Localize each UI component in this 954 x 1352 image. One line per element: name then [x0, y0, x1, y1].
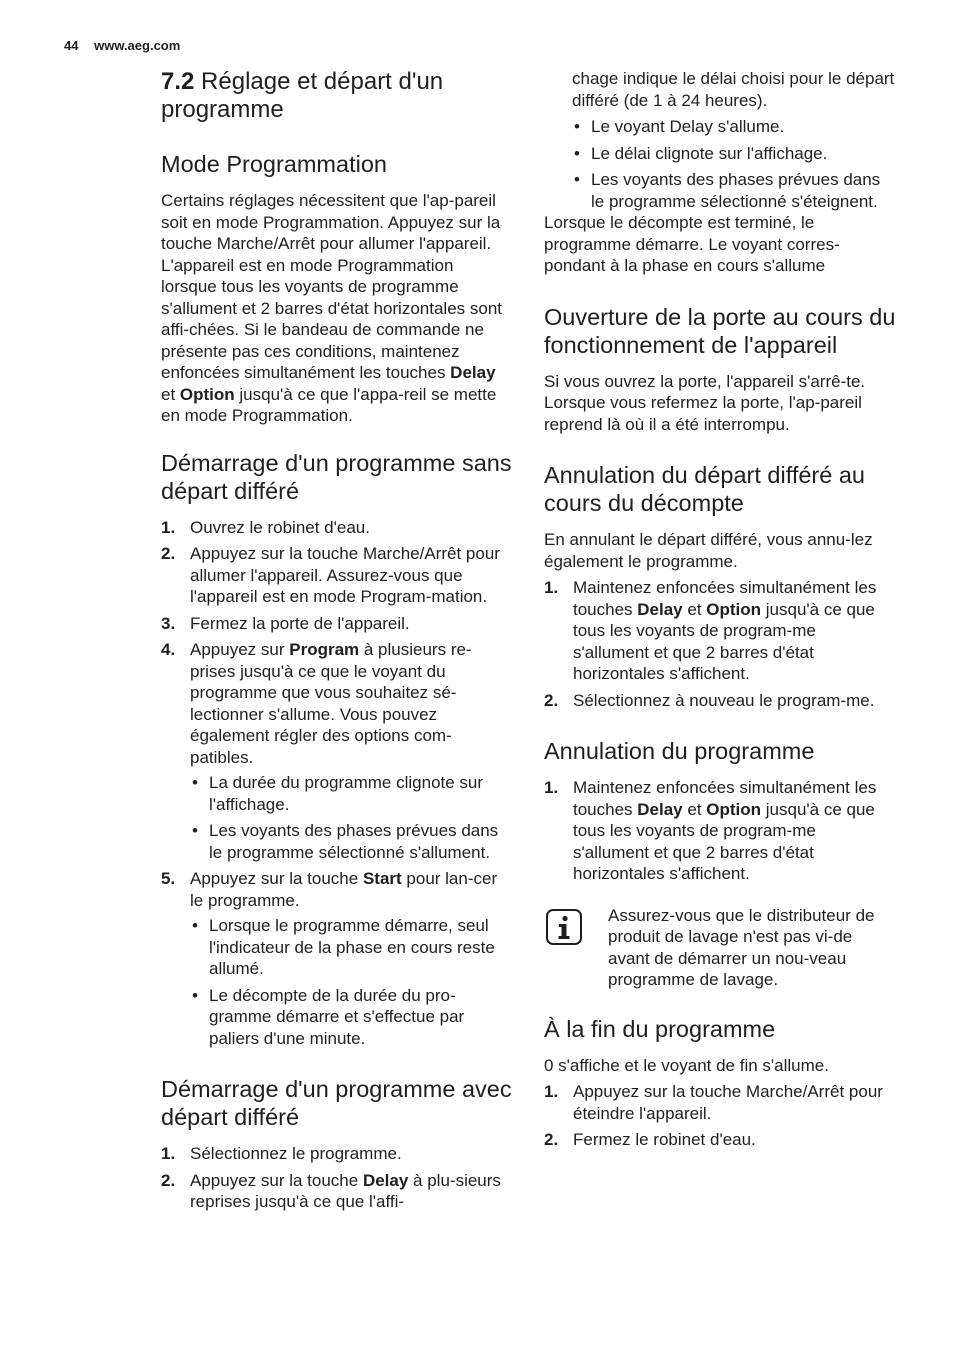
list-item: [161, 639, 513, 863]
step-text: Maintenez enfoncées simultanément les touches: [573, 778, 877, 819]
delay-key: Delay: [450, 363, 496, 382]
info-icon: [546, 909, 582, 945]
bullet-list: [190, 915, 513, 1049]
step-number: 1.: [161, 517, 176, 537]
with-delay-steps: [161, 1143, 513, 1213]
step-number: 1.: [161, 1144, 176, 1163]
step-text: à plusieurs re-prises jusqu'à ce que le voyant du programme que vous souhaitez sé-lectionner s'allume. Vous pouvez également régler des options com-patibles.: [190, 640, 472, 767]
step-text: Appuyez sur: [190, 640, 290, 659]
step-text: Fermez le robinet d'eau.: [573, 1130, 756, 1149]
note-text: Assurez-vous que le distributeur de produit de lavage n'est pas vi-de avant de démarrer un nou-veau programme de lavage.: [608, 905, 875, 989]
list-item: [161, 1143, 513, 1165]
list-item: [544, 1081, 896, 1124]
bullet-text: Les voyants des phases prévues dans le programme sélectionné s'éteignent.: [591, 170, 881, 211]
cancel-delay-title: Annulation du départ différé au cours du décompte: [544, 462, 865, 516]
cancel-program-title: Annulation du programme: [544, 738, 815, 764]
bullet-text: Le voyant Delay s'allume.: [591, 117, 785, 136]
step-text: Appuyez sur la touche Marche/Arrêt pour éteindre l'appareil.: [573, 1082, 883, 1123]
continued-text: chage indique le délai choisi pour le départ différé (de 1 à 24 heures).: [572, 69, 895, 110]
mode-text-a: Certains réglages nécessitent que l'ap-pareil soit en mode Programmation. Appuyez sur la touche Marche/Arrêt pour allumer l'appareil. L'appareil est en mode Programmation lorsque tous les voyants de programme s'allument et 2 barres d'état horizontales sont affi-chées. Si le bandeau de commande ne présente pas ces conditions, maintenez enfoncées simultanément les touches: [161, 191, 503, 382]
list-item: [544, 690, 896, 712]
bullet-text: La durée du programme clignote sur l'affichage.: [209, 773, 484, 814]
step-number: 1.: [544, 1082, 559, 1101]
start-key: Start: [362, 869, 402, 888]
step-number: 3.: [161, 613, 176, 633]
left-column: [161, 68, 513, 1233]
site-url: www.aeg.com: [94, 38, 181, 53]
mode-text-b: jusqu'à ce que l'appa-reil se mette en mode Programmation.: [161, 384, 497, 425]
end-steps: [544, 1081, 896, 1151]
list-item: [544, 577, 896, 685]
step-text: à plu-sieurs reprises jusqu'à ce que l'affi-: [190, 1170, 501, 1211]
cancel-delay-steps: [544, 577, 896, 711]
bullet-text: Le délai clignote sur l'affichage.: [591, 143, 828, 163]
step-text: jusqu'à ce que tous les voyants de program-me s'allument et que 2 barres d'état horizontales s'affichent.: [573, 599, 875, 683]
no-delay-title: Démarrage d'un programme sans départ différé: [161, 449, 512, 504]
page-header: [64, 38, 180, 53]
bullet-item: • Lorsque le programme démarre, seul l'indicateur de la phase en cours reste allumé.: [192, 916, 495, 978]
step-number: 2.: [161, 1170, 176, 1190]
section-number: 7.2: [161, 68, 195, 95]
list-item: [161, 543, 513, 608]
step-number: 2.: [161, 544, 176, 563]
bullet-item: • Le délai clignote sur l'affichage.: [574, 143, 828, 163]
step-number: 1.: [544, 778, 559, 797]
and-text: et: [682, 799, 707, 819]
step-text: Maintenez enfoncées simultanément les touches: [573, 578, 877, 619]
bullet-text: Le décompte de la durée du pro-gramme démarre et s'effectue par paliers d'une minute.: [209, 985, 465, 1048]
list-item: [544, 1129, 896, 1151]
cancel-delay-intro: En annulant le départ différé, vous annu-lez également le programme.: [544, 530, 873, 571]
option-key: Option: [179, 384, 235, 404]
and-text: et: [682, 599, 707, 619]
end-title: À la fin du programme: [544, 1015, 776, 1042]
option-key: Option: [706, 799, 762, 819]
continued-bullets: [572, 116, 896, 212]
step-text: Sélectionnez le programme.: [190, 1144, 402, 1163]
step-text: Fermez la porte de l'appareil.: [190, 613, 410, 633]
countdown-text: Lorsque le décompte est terminé, le programme démarre. Le voyant corres-pondant à la phase en cours s'allume: [544, 213, 840, 275]
list-item: [161, 868, 513, 1049]
delay-key: Delay: [637, 599, 683, 619]
bullet-text: Les voyants des phases prévues dans le programme sélectionné s'allument.: [209, 821, 499, 862]
step-number: 2.: [544, 1130, 559, 1149]
no-delay-steps: [161, 517, 513, 1050]
section-heading: [161, 68, 513, 124]
step-text: Appuyez sur la touche: [190, 869, 363, 888]
step-number: 2.: [544, 690, 559, 710]
bullet-text: Lorsque le programme démarre, seul l'indicateur de la phase en cours reste allumé.: [209, 916, 495, 978]
bullet-item: • Les voyants des phases prévues dans le programme sélectionné s'allument.: [192, 821, 499, 862]
list-item: [161, 613, 513, 635]
step-number: 4.: [161, 640, 176, 659]
step-text: Appuyez sur la touche: [190, 1170, 363, 1190]
list-item: [544, 777, 896, 885]
bullet-item: • Le voyant Delay s'allume.: [574, 117, 785, 136]
program-key: Program: [289, 640, 360, 659]
step-text: jusqu'à ce que tous les voyants de program-me s'allument et que 2 barres d'état horizontales s'affichent.: [573, 799, 875, 883]
step-number: 5.: [161, 869, 176, 888]
door-text: Si vous ouvrez la porte, l'appareil s'arrê-te. Lorsque vous refermez la porte, l'ap-pareil reprend là où il a été interrompu.: [544, 371, 866, 434]
option-key: Option: [706, 599, 762, 619]
delay-key: Delay: [637, 799, 683, 819]
list-item: [161, 517, 513, 539]
step-number: 1.: [544, 578, 559, 597]
info-note: [544, 905, 896, 991]
step-text: Ouvrez le robinet d'eau.: [190, 517, 370, 537]
right-column: [544, 68, 896, 1171]
end-intro: 0 s'affiche et le voyant de fin s'allume.: [544, 1055, 829, 1075]
mode-paragraph: [161, 190, 513, 427]
door-title: Ouverture de la porte au cours du fonctionnement de l'appareil: [544, 303, 896, 358]
bullet-item: • La durée du programme clignote sur l'affichage.: [192, 773, 484, 814]
bullet-item: • Le décompte de la durée du pro-gramme démarre et s'effectue par paliers d'une minute.: [192, 985, 465, 1048]
step-text: Appuyez sur la touche Marche/Arrêt pour allumer l'appareil. Assurez-vous que l'appareil est en mode Program-mation.: [190, 544, 500, 606]
mode-title: Mode Programmation: [161, 151, 387, 177]
bullet-item: • Les voyants des phases prévues dans le programme sélectionné s'éteignent.: [574, 170, 881, 211]
cancel-program-steps: [544, 777, 896, 885]
step-text: Sélectionnez à nouveau le program-me.: [573, 690, 875, 710]
section-title: Réglage et départ d'un programme: [161, 68, 444, 123]
list-item: [161, 1170, 513, 1213]
step-text: pour lan-cer le programme.: [190, 869, 498, 910]
page-number: 44: [64, 38, 79, 53]
delay-key: Delay: [362, 1170, 409, 1190]
and-text: et: [161, 384, 180, 404]
bullet-list: [190, 772, 513, 863]
with-delay-title: Démarrage d'un programme avec départ différé: [161, 1076, 512, 1130]
